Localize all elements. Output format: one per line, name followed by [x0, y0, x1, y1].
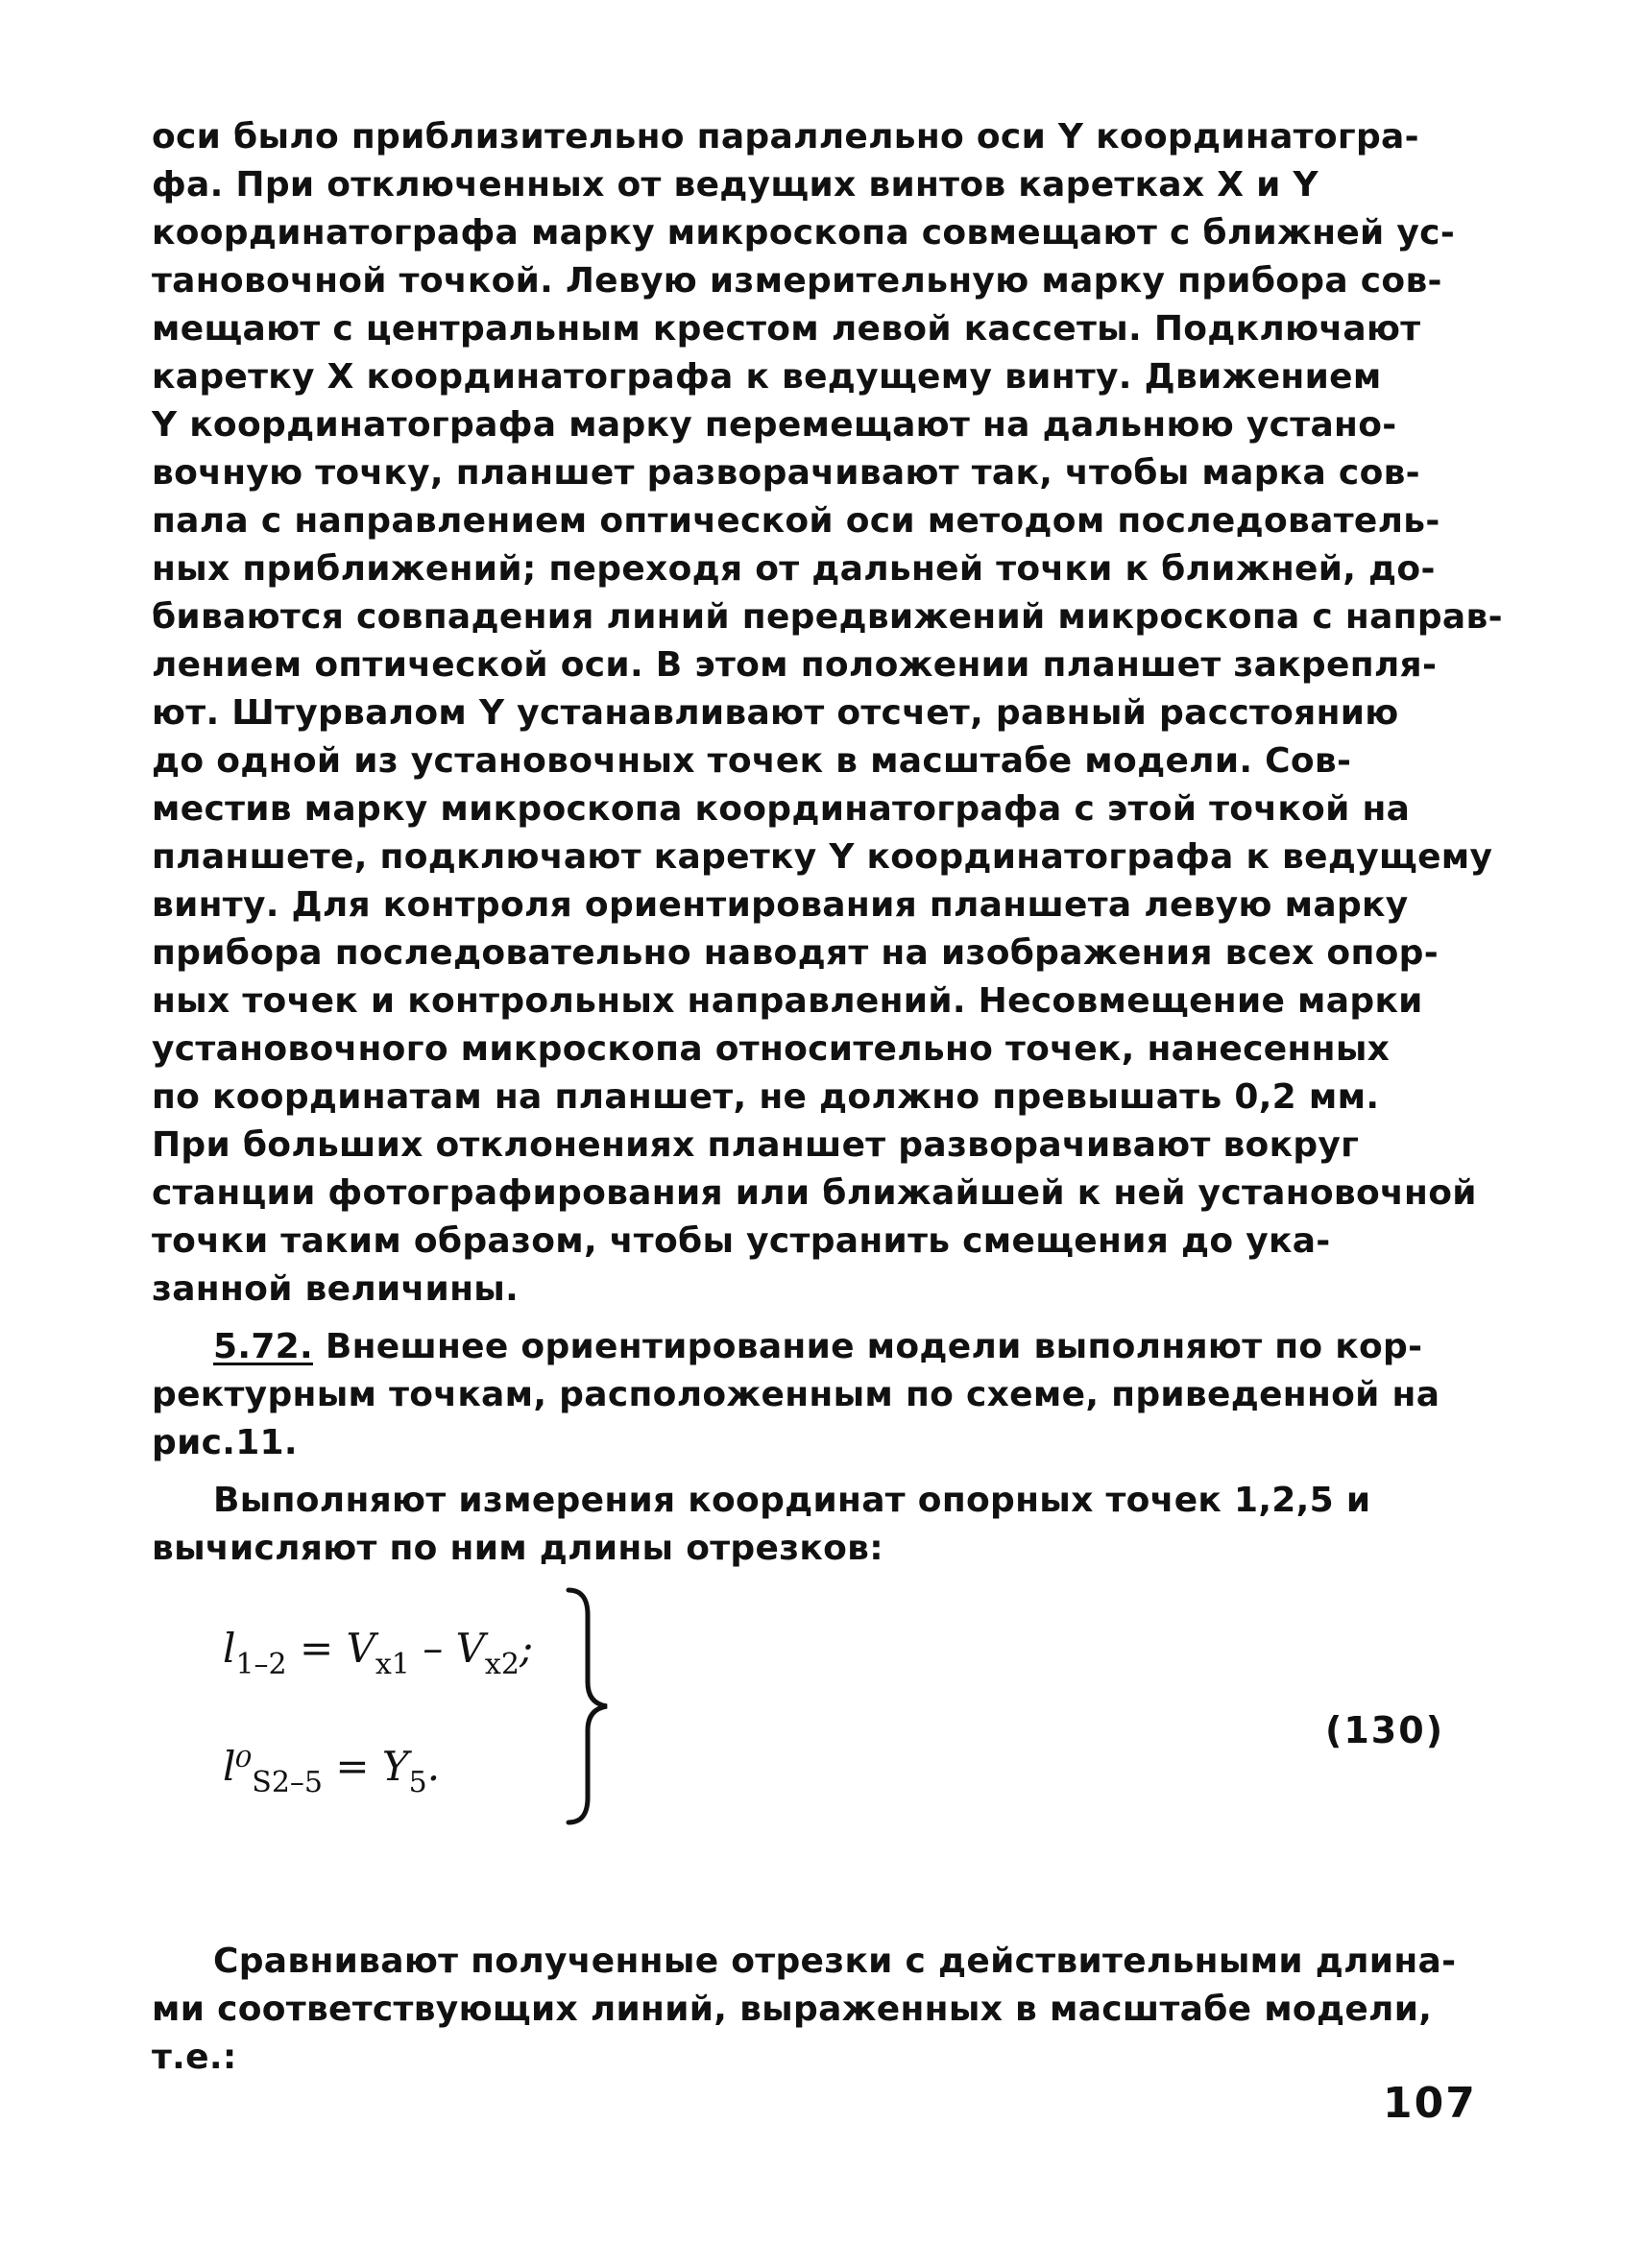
eq1-sub-a: x1: [375, 1648, 410, 1681]
page-number: 107: [1383, 2079, 1477, 2128]
body-line-6: каретку X координатографа к ведущему винту. Движением: [152, 357, 1382, 397]
body-line-11: биваются совпадения линий передвижений микроскопа с направ-: [152, 597, 1503, 637]
body-line-4: тановочной точкой. Левую измерительную марку прибора сов-: [152, 261, 1442, 301]
body-line-3: координатографа марку микроскопа совмещают с ближней ус-: [152, 213, 1456, 253]
eq2-mid: = Y: [323, 1743, 409, 1790]
eq1-sub-b: x2: [484, 1648, 520, 1681]
section-line-1: [213, 1323, 1422, 1371]
body-line-8: вочную точку, планшет разворачивают так, чтобы марка сов-: [152, 453, 1420, 493]
body-line-25: занной величины.: [152, 1269, 520, 1309]
eq1-mid: = V: [286, 1625, 375, 1672]
body-line-5: мещают с центральным крестом левой кассеты. Подключают: [152, 309, 1421, 349]
body-line-15: местив марку микроскопа координатографа с этой точкой на: [152, 789, 1411, 829]
body-line-18: прибора последовательно наводят на изображения всех опор-: [152, 933, 1439, 973]
eq2-end: .: [426, 1743, 441, 1790]
eq2-lhs: l⁰: [223, 1743, 253, 1790]
section-line-2: ректурным точкам, расположенным по схеме, приведенной на: [152, 1375, 1440, 1414]
section-line-3: рис.11.: [152, 1423, 298, 1462]
equation-line-2: [223, 1743, 441, 1799]
eq1-end: ;: [519, 1625, 534, 1672]
body-line-14: до одной из установочных точек в масштабе модели. Сов-: [152, 741, 1352, 781]
body-line-17: винту. Для контроля ориентирования планшета левую марку: [152, 885, 1409, 925]
para2-line-2: вычисляют по ним длины отрезков:: [152, 1529, 883, 1568]
eq2-lhs-sub: S2–5: [252, 1766, 324, 1799]
section-text: Внешнее ориентирование модели выполняют по кор-: [313, 1327, 1423, 1366]
body-line-23: станции фотографирования или ближайшей к ней установочной: [152, 1173, 1477, 1213]
body-line-9: пала с направлением оптической оси методом последователь-: [152, 501, 1440, 541]
equation-number: (130): [1325, 1709, 1445, 1751]
para3-line-2: ми соответствующих линий, выраженных в масштабе модели,: [152, 1990, 1433, 2029]
section-number: 5.72.: [213, 1327, 313, 1366]
body-line-19: ных точек и контрольных направлений. Несовмещение марки: [152, 981, 1423, 1021]
body-line-10: ных приближений; переходя от дальней точки к ближней, до-: [152, 549, 1436, 589]
body-line-20: установочного микроскопа относительно точек, нанесенных: [152, 1029, 1391, 1069]
right-brace-icon: [565, 1586, 613, 1826]
para3-line-3: т.е.:: [152, 2038, 237, 2077]
para2-line-1: Выполняют измерения координат опорных точек 1,2,5 и: [213, 1481, 1371, 1520]
equation-line-1: [223, 1625, 534, 1681]
eq1-minus: – V: [409, 1625, 485, 1672]
body-line-2: фа. При отключенных от ведущих винтов каретках X и Y: [152, 165, 1318, 205]
eq1-lhs-sub: 1–2: [235, 1648, 287, 1681]
body-line-1: оси было приблизительно параллельно оси Y координатогра-: [152, 117, 1419, 157]
body-line-12: лением оптической оси. В этом положении планшет закрепля-: [152, 645, 1438, 685]
body-line-7: Y координатографа марку перемещают на дальнюю устано-: [152, 405, 1397, 445]
eq2-sub: 5: [408, 1766, 427, 1799]
body-line-24: точки таким образом, чтобы устранить смещения до ука-: [152, 1221, 1331, 1261]
body-line-16: планшете, подключают каретку Y координатографа к ведущему: [152, 837, 1493, 877]
eq1-lhs: l: [223, 1625, 236, 1672]
body-line-21: по координатам на планшет, не должно превышать 0,2 мм.: [152, 1077, 1380, 1117]
body-line-13: ют. Штурвалом Y устанавливают отсчет, равный расстоянию: [152, 693, 1399, 733]
para3-line-1: Сравнивают полученные отрезки с действительными длина-: [213, 1942, 1457, 1981]
body-line-22: При больших отклонениях планшет разворачивают вокруг: [152, 1125, 1360, 1165]
